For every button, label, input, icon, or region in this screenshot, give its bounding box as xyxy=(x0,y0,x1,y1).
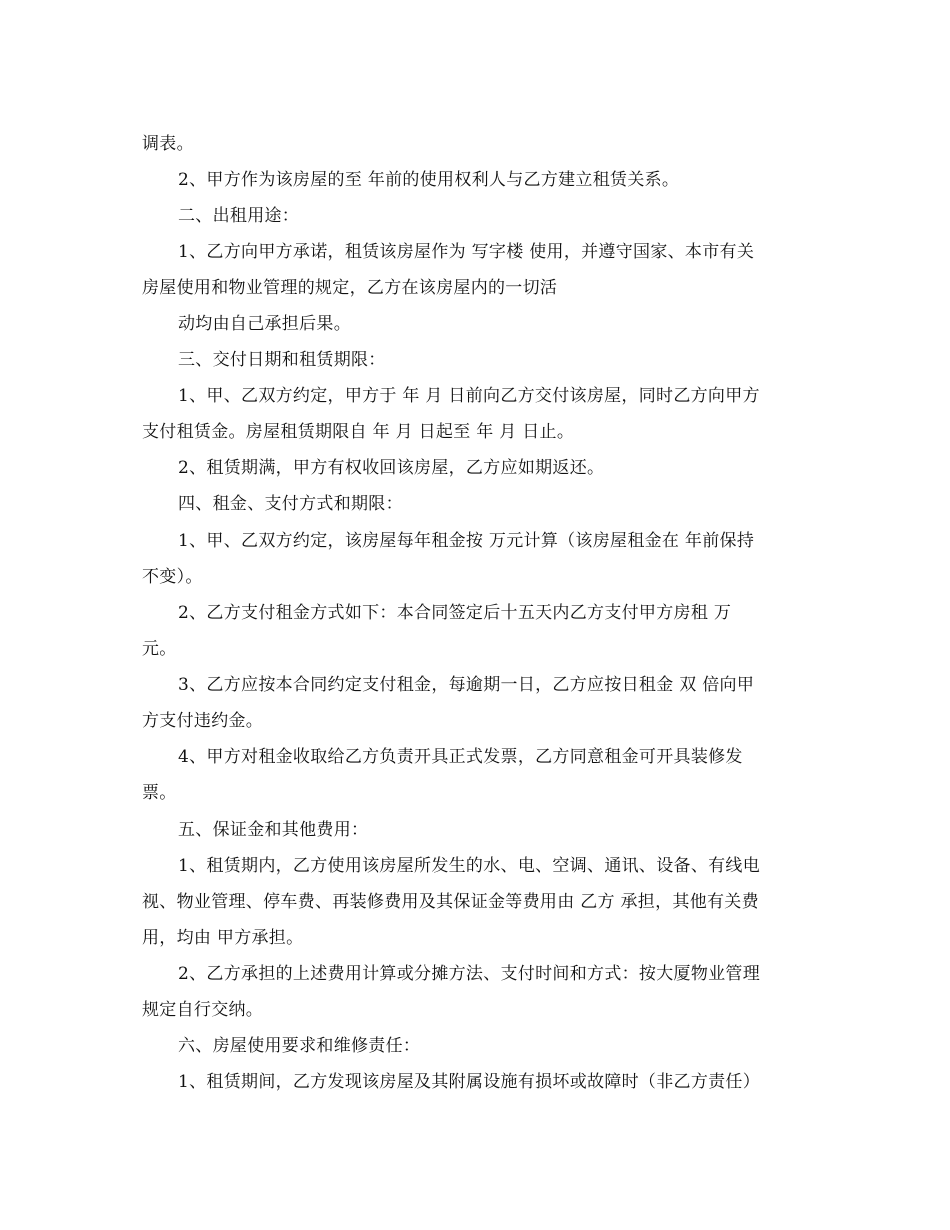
section-heading-maintenance: 六、房屋使用要求和维修责任： xyxy=(178,1036,421,1056)
clause-2-1-text: 2、甲方作为该房屋的至 年前的使用权利人与乙方建立租赁关系。 xyxy=(178,170,680,190)
section-heading-purpose: 二、出租用途： xyxy=(178,206,300,226)
clause-deposit-2-text-cont: 规定自行交纳。 xyxy=(142,1000,264,1020)
clause-delivery-1-text: 1、甲、乙双方约定，甲方于 年 月 日前向乙方交付该房屋，同时乙方向甲方 xyxy=(178,386,760,406)
clause-deposit-1-text-cont: 视、物业管理、停车费、再装修费用及其保证金等费用由 乙方 承担，其他有关费 xyxy=(142,892,759,912)
clause-purpose-1-text: 1、乙方向甲方承诺，租赁该房屋作为 写字楼 使用，并遵守国家、本市有关 xyxy=(178,242,755,262)
clause-rent-1-text: 1、甲、乙双方约定，该房屋每年租金按 万元计算（该房屋租金在 年前保持 xyxy=(178,531,755,551)
clause-deposit-2-text: 2、乙方承担的上述费用计算或分摊方法、支付时间和方式：按大厦物业管理 xyxy=(178,964,761,984)
clause-rent-3-text-cont: 方支付违约金。 xyxy=(142,711,264,731)
clause-rent-4-text: 4、甲方对租金收取给乙方负责开具正式发票，乙方同意租金可开具装修发 xyxy=(178,747,743,767)
text-line-continuation: 调表。 xyxy=(142,134,194,154)
clause-delivery-1-text-cont: 支付租赁金。房屋租赁期限自 年 月 日起至 年 月 日止。 xyxy=(142,422,575,442)
clause-deposit-1-text: 1、租赁期内，乙方使用该房屋所发生的水、电、空调、通讯、设备、有线电 xyxy=(178,856,761,876)
clause-deposit-1-text-end: 用，均由 甲方承担。 xyxy=(142,928,304,948)
clause-purpose-1-text-cont: 房屋使用和物业管理的规定，乙方在该房屋内的一切活 xyxy=(142,278,558,298)
clause-purpose-1-text-end: 动均由自己承担后果。 xyxy=(178,314,351,334)
clause-rent-4-text-cont: 票。 xyxy=(142,783,177,803)
clause-delivery-2-text: 2、租赁期满，甲方有权收回该房屋，乙方应如期返还。 xyxy=(178,458,605,478)
clause-rent-1-text-cont: 不变）。 xyxy=(142,567,203,587)
clause-rent-2-text: 2、乙方支付租金方式如下：本合同签定后十五天内乙方支付甲方房租 万 xyxy=(178,603,732,623)
clause-maintenance-1-text: 1、租赁期间，乙方发现该房屋及其附属设施有损坏或故障时（非乙方责任） xyxy=(178,1072,761,1092)
section-heading-rent: 四、租金、支付方式和期限： xyxy=(178,494,403,514)
section-heading-deposit: 五、保证金和其他费用： xyxy=(178,820,369,840)
clause-rent-2-text-cont: 元。 xyxy=(142,639,177,659)
section-heading-delivery: 三、交付日期和租赁期限： xyxy=(178,350,386,370)
clause-rent-3-text: 3、乙方应按本合同约定支付租金，每逾期一日，乙方应按日租金 双 倍向甲 xyxy=(178,675,755,695)
